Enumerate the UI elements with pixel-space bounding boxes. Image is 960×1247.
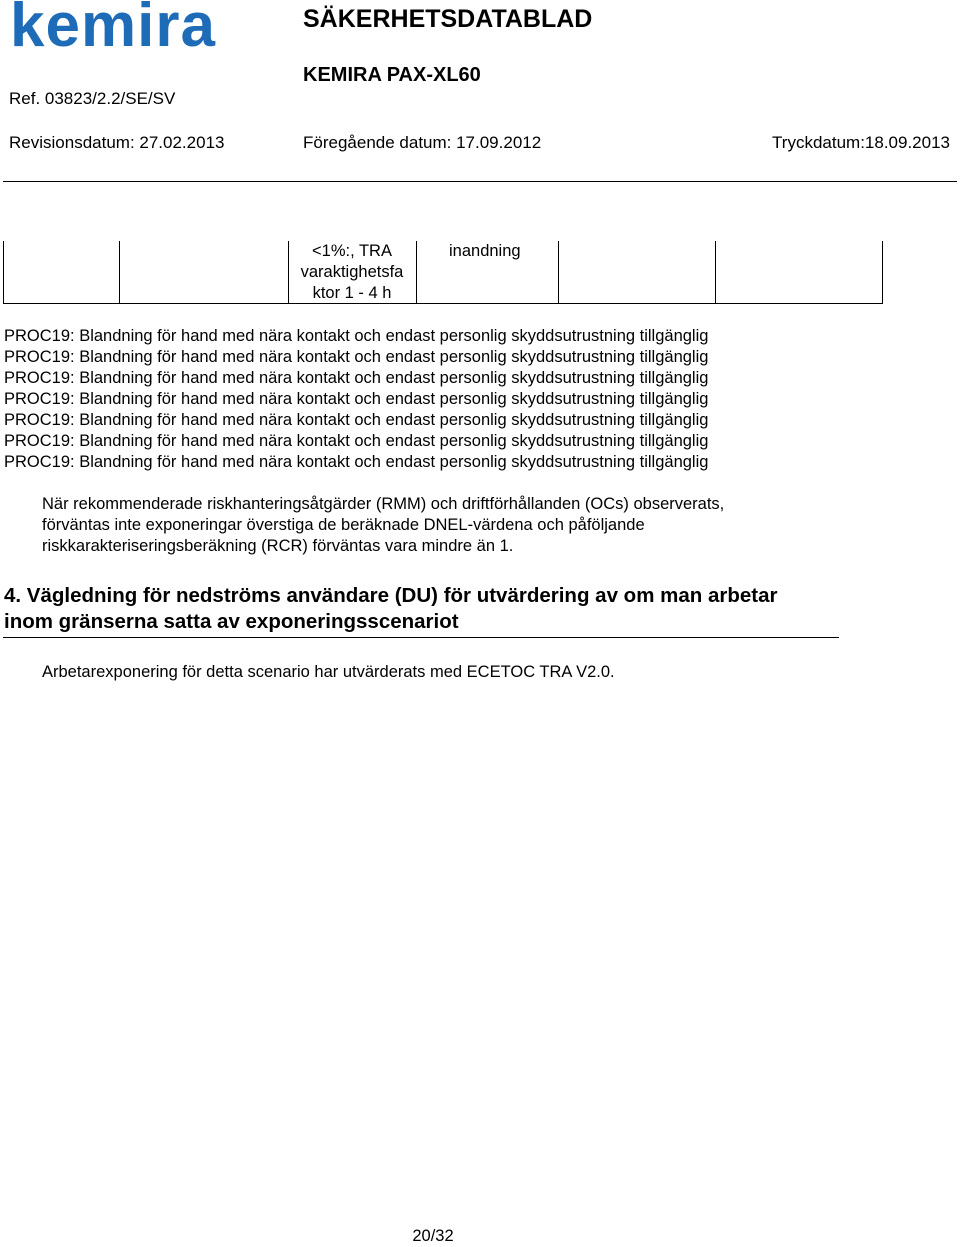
heading-line: inom gränserna satta av exponeringsscenariot (4, 610, 459, 633)
proc-list (4, 326, 708, 473)
proc-line: PROC19: Blandning för hand med nära kontakt och endast personlig skyddsutrustning tillgänglig (4, 348, 709, 366)
proc-line: PROC19: Blandning för hand med nära kontakt och endast personlig skyddsutrustning tillgänglig (4, 369, 709, 387)
note-line: När rekommenderade riskhanteringsåtgärder (RMM) och driftförhållanden (OCs) observerats, (42, 495, 725, 513)
note-line: förväntas inte exponeringar överstiga de beräknade DNEL-värdena och påföljande (42, 516, 645, 534)
heading-line: 4. Vägledning för nedströms användare (DU) för utvärdering av om man arbetar (4, 584, 778, 607)
svg-text:kemira: kemira (10, 0, 216, 56)
print-date: Tryckdatum:18.09.2013 (772, 133, 950, 152)
table-border-right (882, 241, 883, 304)
note-line: riskkarakteriseringsberäkning (RCR) förväntas vara mindre än 1. (42, 537, 514, 555)
duration-line: ktor 1 - 4 h (312, 284, 392, 302)
proc-line: PROC19: Blandning för hand med nära kontakt och endast personlig skyddsutrustning tillgänglig (4, 411, 709, 429)
duration-line: <1%:, TRA (312, 242, 392, 260)
page-number: 20/32 (412, 1227, 454, 1245)
kemira-logo-mark (10, 0, 246, 56)
risk-characterisation-note (42, 494, 822, 557)
table-cell-duration (288, 241, 416, 304)
table-column-divider (558, 241, 559, 304)
reference-number: Ref. 03823/2.2/SE/SV (9, 89, 176, 108)
section-4-body: Arbetarexponering för detta scenario har utvärderats med ECETOC TRA V2.0. (42, 663, 615, 681)
table-column-divider (715, 241, 716, 304)
table-column-divider (119, 241, 120, 304)
kemira-logo (10, 0, 246, 65)
table-border-left (3, 241, 4, 304)
proc-line: PROC19: Blandning för hand med nära kontakt och endast personlig skyddsutrustning tillgänglig (4, 453, 709, 471)
proc-line: PROC19: Blandning för hand med nära kontakt och endast personlig skyddsutrustning tillgänglig (4, 390, 709, 408)
product-name: KEMIRA PAX-XL60 (303, 64, 481, 86)
section-4-heading (4, 583, 844, 635)
duration-line: varaktighetsfa (300, 263, 404, 281)
table-column-divider (416, 241, 417, 304)
table-bottom-border (3, 303, 883, 304)
revision-date: Revisionsdatum: 27.02.2013 (9, 133, 225, 152)
previous-date: Föregående datum: 17.09.2012 (303, 133, 542, 152)
proc-line: PROC19: Blandning för hand med nära kontakt och endast personlig skyddsutrustning tillgänglig (4, 327, 709, 345)
proc-line: PROC19: Blandning för hand med nära kontakt och endast personlig skyddsutrustning tillgänglig (4, 432, 709, 450)
table-cell-exposure-route: inandning (449, 242, 521, 260)
section-4-divider (3, 637, 839, 638)
document-title: SÄKERHETSDATABLAD (303, 5, 593, 33)
header-divider (3, 181, 957, 182)
